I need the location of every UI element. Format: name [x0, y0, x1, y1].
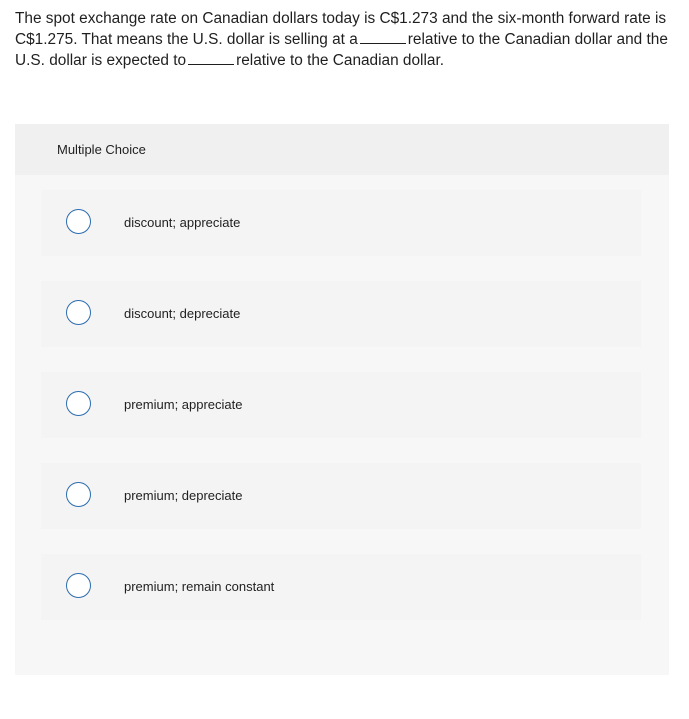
radio-button[interactable]: [66, 209, 91, 234]
radio-button[interactable]: [66, 573, 91, 598]
option-discount-appreciate[interactable]: [41, 190, 641, 256]
radio-button[interactable]: [66, 482, 91, 507]
option-label[interactable]: premium; depreciate: [124, 488, 243, 503]
panel-header: [15, 124, 669, 175]
option-label[interactable]: premium; remain constant: [124, 579, 275, 594]
option-premium-depreciate[interactable]: [41, 463, 641, 529]
option-label[interactable]: premium; appreciate: [124, 397, 243, 412]
question-part-2: relative to the Canadian dollar and the U.S. dollar is expected to: [15, 31, 668, 69]
question-text: [15, 8, 677, 71]
answer-blank-1: [360, 29, 406, 44]
option-discount-depreciate[interactable]: [41, 281, 641, 347]
multiple-choice-panel: [15, 124, 669, 675]
option-premium-remain-constant[interactable]: [41, 554, 641, 620]
radio-button[interactable]: [66, 391, 91, 416]
radio-button[interactable]: [66, 300, 91, 325]
option-premium-appreciate[interactable]: [41, 372, 641, 438]
question-part-3: relative to the Canadian dollar.: [236, 52, 445, 69]
question-part-1: The spot exchange rate on Canadian dollars today is C$1.273 and the six-month forward rate is C$1.275. That means the U.S. dollar is selling at a: [15, 10, 667, 48]
option-label[interactable]: discount; depreciate: [124, 306, 241, 321]
panel-title: Multiple Choice: [57, 142, 146, 157]
answer-blank-2: [188, 50, 234, 65]
option-label[interactable]: discount; appreciate: [124, 215, 241, 230]
